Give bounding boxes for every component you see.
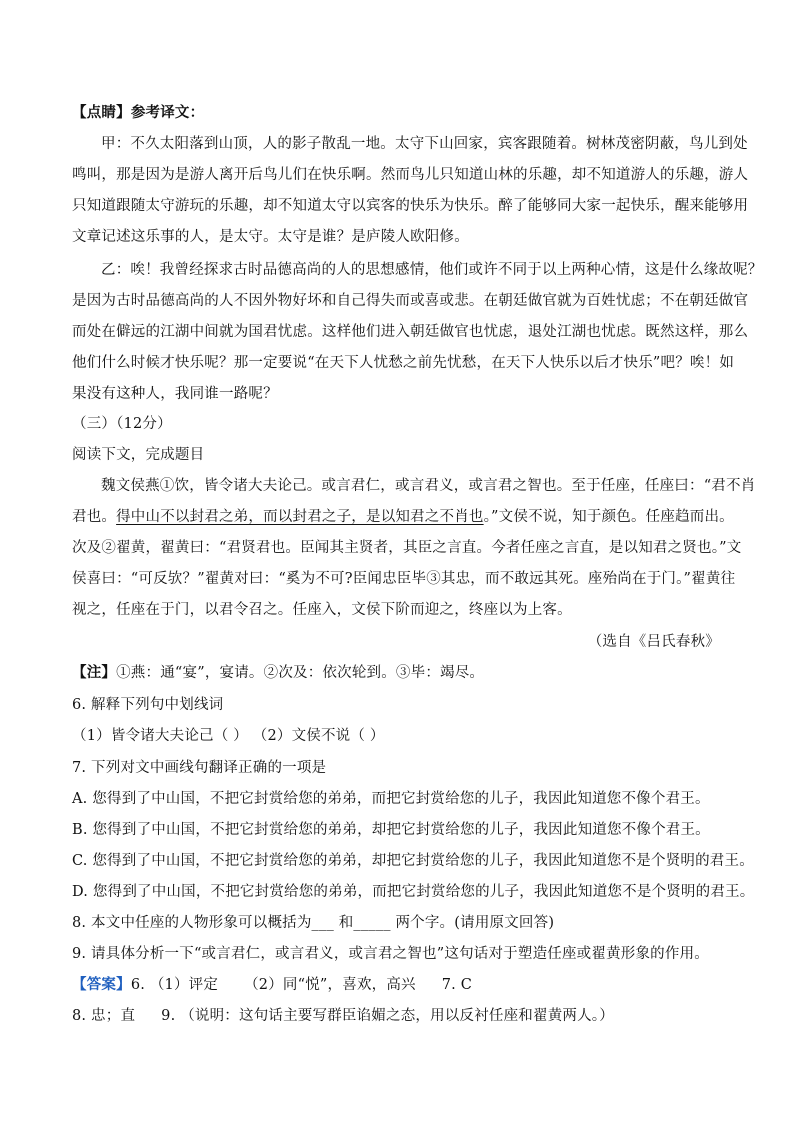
yi-line-2: 是因为古时品德高尚的人不因外物好坏和自己得失而或喜或悲。在朝廷做官就为百姓忧虑；不在朝廷做官 <box>72 293 749 309</box>
answer-line-2 <box>72 1006 722 1026</box>
answer-line-1 <box>72 975 722 995</box>
passage-line-4: 侯喜曰：“可反欤？”翟黄对曰：“奚为不可?臣闻忠臣毕③其忠，而不敢远其死。座殆尚在于门。”翟黄往 <box>72 571 736 587</box>
jia-line-1: 甲：不久太阳落到山顶，人的影子散乱一地。太守下山回家，宾客跟随着。树林茂密阴蔽，鸟儿到处 <box>101 136 748 152</box>
passage-line-1: 魏文侯燕①饮，皆令诸大夫论己。或言君仁，或言君义，或言君之智也。至于任座，任座曰：“君不肖 <box>101 478 756 494</box>
dianjing-heading <box>72 103 722 123</box>
q9: 9. 请具体分析一下“或言君仁，或言君义，或言君之智也”这句话对于塑造任座或翟黄形象的作用。 <box>72 946 709 962</box>
dianjing-title: 参考译文： <box>130 104 205 121</box>
jia-line-2: 鸣叫，那是因为是游人离开后鸟儿们在快乐啊。然而鸟儿只知道山林的乐趣，却不知道游人的乐趣，游人 <box>72 167 749 183</box>
dianjing-tag: 【点睛】 <box>72 104 131 121</box>
q7-option-c: C. 您得到了中山国，不把它封赏给您的弟弟，却把它封赏给您的儿子，我因此知道您不是个贤明的君王。 <box>72 853 754 869</box>
jia-line-4: 文章记述这乐事的人，是太守。太守是谁？是庐陵人欧阳修。 <box>72 229 469 245</box>
q8: 8. 本文中任座的人物形象可以概括为___ 和_____ 两个字。(请用原文回答) <box>72 915 555 931</box>
q7-option-b: B. 您得到了中山国，不把它封赏给您的弟弟，却把它封赏给您的儿子，我因此知道您不像个君王。 <box>72 822 710 838</box>
source-citation: （选自《吕氏春秋》 <box>587 634 720 650</box>
jia-line-3: 只知道跟随太守游玩的乐趣，却不知道太守以宾客的快乐为快乐。醉了能够同大家一起快乐，醒来能够用 <box>72 198 749 214</box>
q7-stem: 7. 下列对文中画线句翻译正确的一项是 <box>72 760 327 776</box>
yi-line-4: 他们什么时候才快乐呢？那一定要说“在天下人忧愁之前先忧愁，在天下人快乐以后才快乐”吧？唉！如 <box>72 355 735 371</box>
answer-9: 9. （说明：这句话主要写群臣谄媚之态，用以反衬任座和翟黄两人。） <box>161 1008 614 1024</box>
note-text: ①燕：通“宴”，宴请。②次及：依次轮到。③毕：竭尽。 <box>116 665 485 681</box>
note <box>72 663 722 683</box>
note-tag: 【注】 <box>72 664 117 681</box>
section-heading: （三）（12分） <box>72 416 172 432</box>
q7-option-a: A. 您得到了中山国，不把它封赏给您的弟弟，而把它封赏给您的儿子，我因此知道您不像个君王。 <box>72 791 710 807</box>
instruction: 阅读下文，完成题目 <box>72 447 205 463</box>
passage-line-5: 视之，任座在于门，以君令召之。任座入，文侯下阶而迎之，终座以为上客。 <box>72 602 572 618</box>
q6-sub: （1）皆令诸大夫论己（ ） （2）文侯不说（ ） <box>72 728 385 744</box>
yi-line-3: 而处在僻远的江湖中间就为国君忧虑。这样他们进入朝廷做官也忧虑，退处江湖也忧虑。既然这样，那么 <box>72 324 749 340</box>
underlined-sentence: 得中山不以封君之弟，而以封君之子，是以知君之不肖也 <box>116 509 484 525</box>
yi-line-5: 果没有这种人，我同谁一路呢？ <box>72 386 278 402</box>
q6-stem: 6. 解释下列句中划线词 <box>72 697 224 713</box>
passage-line-2-pre: 君也。 <box>72 509 117 525</box>
answer-tag: 【答案】 <box>72 976 131 993</box>
passage-line-3: 次及②翟黄，翟黄曰：“君贤君也。臣闻其主贤者，其臣之言直。今者任座之言直，是以知君之贤也。”文 <box>72 540 742 556</box>
answer-6-2: （2）同“悦”，喜欢，高兴 <box>244 977 416 993</box>
answer-7: 7. C <box>441 977 473 993</box>
passage-line-2 <box>72 507 734 527</box>
answer-6-1: 6. （1）评定 <box>130 977 219 993</box>
passage-line-2-post: 。”文侯不说，知于颜色。任座趋而出。 <box>483 509 734 525</box>
yi-line-1: 乙：唉！我曾经探求古时品德高尚的人的思想感情，他们或许不同于以上两种心情，这是什么缘故呢？ <box>101 262 763 278</box>
q7-option-d: D. 您得到了中山国，不把它封赏给您的弟弟，而把它封赏给您的儿子，我因此知道您不是个贤明的君王。 <box>72 884 755 900</box>
answer-8: 8. 忠；直 <box>72 1008 136 1024</box>
